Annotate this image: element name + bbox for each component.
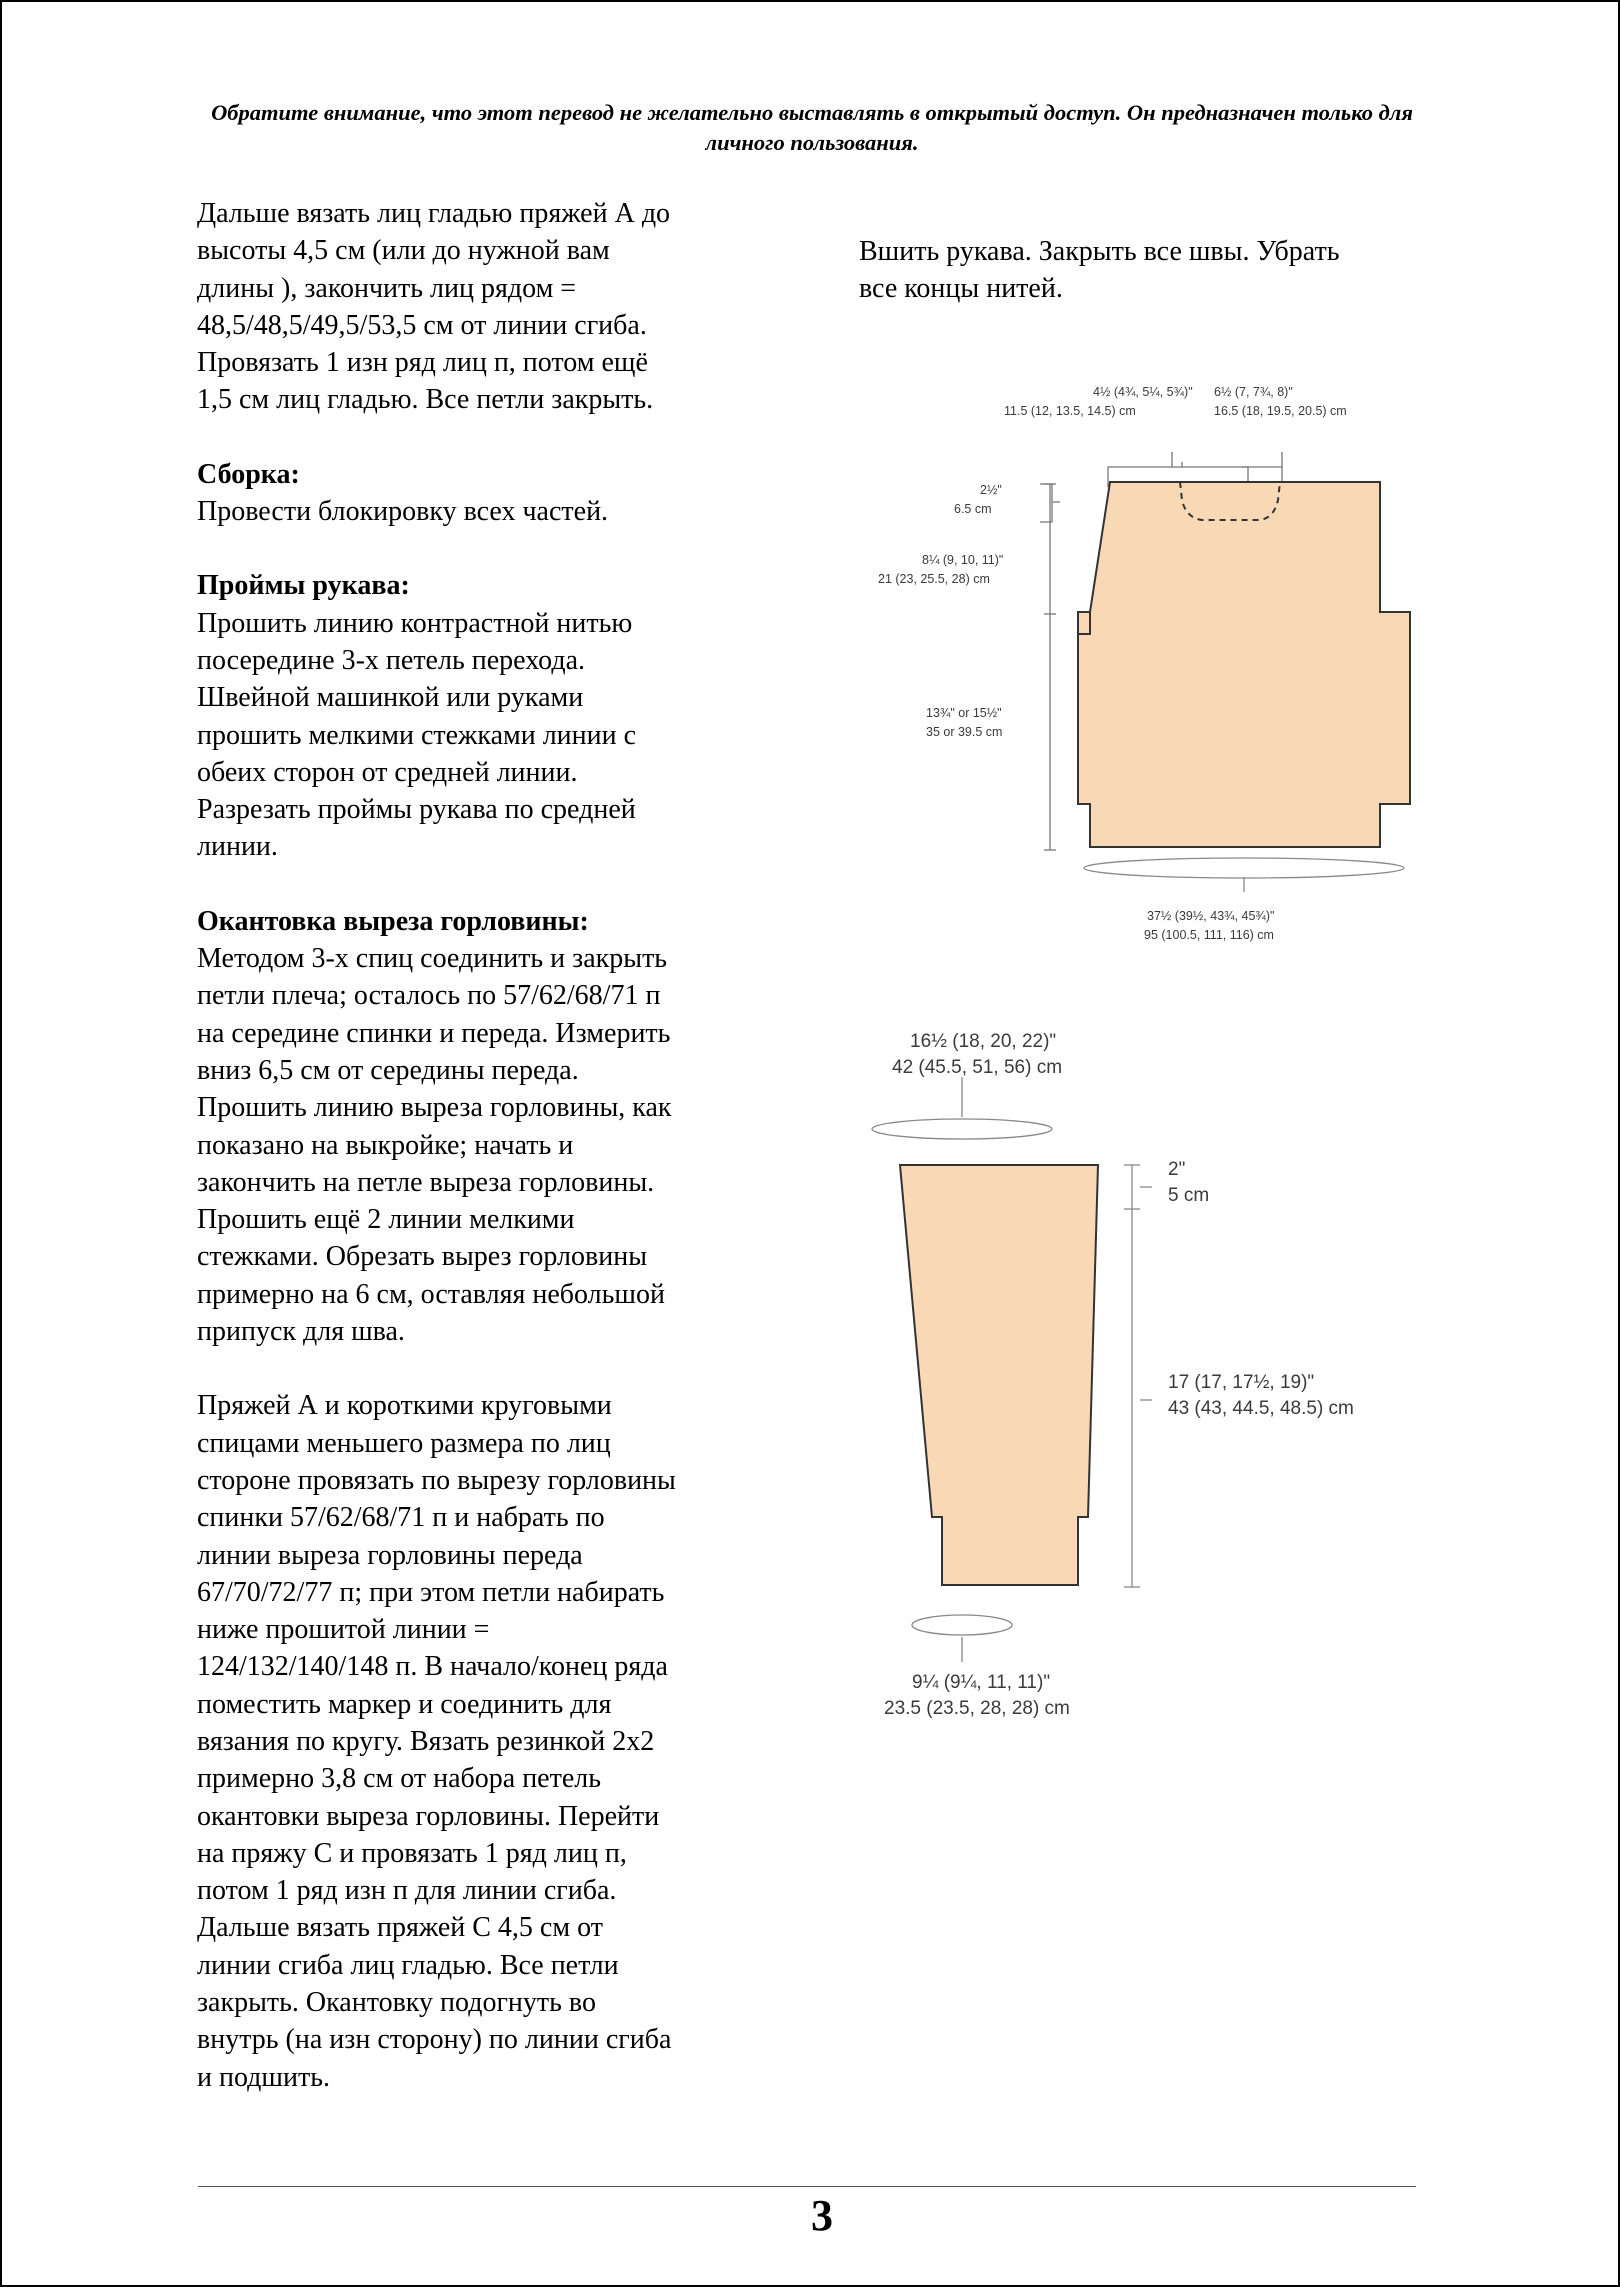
text-line: высоты 4,5 см (или до нужной вам <box>197 235 610 267</box>
text-line: Разрезать проймы рукава по средней <box>197 794 636 826</box>
text-line: примерно на 6 см, оставляя небольшой <box>197 1278 665 1310</box>
assembly-text: Провести блокировку всех частей. <box>197 496 609 528</box>
top-left-in-label: 4½ (4¾, 5¼, 5¾)" <box>1093 385 1193 399</box>
text-line: окантовки выреза горловины. Перейти <box>197 1800 660 1832</box>
text-line: линии сгиба лиц гладью. Все петли <box>197 1949 619 1981</box>
text-line: и подшить. <box>197 2061 330 2093</box>
text-line: Прошить линию контрастной нитью <box>197 607 633 639</box>
text-line: спинки 57/62/68/71 п и набрать по <box>197 1502 605 1534</box>
text-line: обеих сторон от средней линии. <box>197 756 578 788</box>
armhole-cm-label: 21 (23, 25.5, 28) cm <box>878 572 990 586</box>
chest-circumference-ellipse <box>1084 858 1404 878</box>
text-line: поместить маркер и соединить для <box>197 1688 612 1720</box>
length-in-label: 13¾" or 15½" <box>926 706 1002 720</box>
sleeve-top-in-label: 16½ (18, 20, 22)" <box>910 1031 1057 1052</box>
right-column-text <box>859 233 1439 308</box>
text-line: ниже прошитой линии = <box>197 1614 490 1646</box>
text-line: все концы нитей. <box>859 273 1063 305</box>
text-line: 1,5 см лиц гладью. Все петли закрыть. <box>197 384 654 416</box>
text-line: стороне провязать по вырезу горловины <box>197 1464 676 1496</box>
sleeve-top-ellipse <box>872 1119 1052 1139</box>
armhole-paragraph <box>197 605 777 866</box>
text-line: вниз 6,5 см от середины переда. <box>197 1054 579 1086</box>
top-left-cm-label: 11.5 (12, 13.5, 14.5) cm <box>1004 404 1136 418</box>
armhole-in-label: 8¼ (9, 10, 11)" <box>922 553 1004 567</box>
text-line: Швейной машинкой или руками <box>197 682 584 714</box>
text-line: Дальше вязать лиц гладью пряжей А до <box>197 198 671 229</box>
text-line: Провязать 1 изн ряд лиц п, потом ещё <box>197 347 648 379</box>
text-line: петли плеча; осталось по 57/62/68/71 п <box>197 980 661 1012</box>
sleeve-cap-cm-label: 5 cm <box>1168 1185 1210 1206</box>
sleeve-cuff-ellipse <box>912 1615 1012 1635</box>
text-line: внутрь (на изн сторону) по линии сгиба <box>197 2024 672 2056</box>
length-cm-label: 35 or 39.5 cm <box>926 725 1003 739</box>
text-line: примерно 3,8 см от набора петель <box>197 1763 602 1795</box>
text-line: закончить на петле выреза горловины. <box>197 1166 655 1198</box>
text-line: вязания по кругу. Вязать резинкой 2х2 <box>197 1725 655 1757</box>
sleeve-cap-in-label: 2" <box>1168 1159 1186 1180</box>
top-right-in-label: 6½ (7, 7¾, 8)" <box>1214 385 1293 399</box>
sleeve-cuff-in-label: 9¼ (9¼, 11, 11)" <box>912 1672 1051 1693</box>
text-line: длины ), закончить лиц рядом = <box>197 272 577 304</box>
body-schematic <box>862 372 1422 967</box>
text-line: Методом 3-х спиц соединить и закрыть <box>197 943 668 975</box>
sleeve-top-cm-label: 42 (45.5, 51, 56) cm <box>892 1057 1063 1078</box>
top-right-cm-label: 16.5 (18, 19.5, 20.5) cm <box>1214 404 1347 418</box>
sleeve-cuff-cm-label: 23.5 (23.5, 28, 28) cm <box>884 1698 1070 1719</box>
footer-divider <box>198 2186 1416 2187</box>
text-line: Вшить рукава. Закрыть все швы. Убрать <box>859 236 1340 267</box>
text-line: посередине 3-х петель перехода. <box>197 644 585 676</box>
text-line: припуск для шва. <box>197 1316 405 1348</box>
text-line: прошить мелкими стежками линии с <box>197 719 637 751</box>
armhole-heading: Проймы рукава: <box>197 570 410 602</box>
text-line: стежками. Обрезать вырез горловины <box>197 1241 648 1273</box>
text-line: Прошить линию выреза горловины, как <box>197 1092 672 1124</box>
text-line: 124/132/140/148 п. В начало/конец ряда <box>197 1651 668 1683</box>
text-line: спицами меньшего размера по лиц <box>197 1427 611 1459</box>
text-line: 67/70/72/77 п; при этом петли набирать <box>197 1576 665 1608</box>
sleeve-panel <box>900 1165 1098 1585</box>
page-number: 3 <box>811 2191 833 2240</box>
neck-heading: Окантовка выреза горловины: <box>197 905 589 937</box>
text-line: Пряжей А и короткими круговыми <box>197 1390 612 1422</box>
sleeve-schematic <box>862 1017 1422 1742</box>
assembly-heading: Сборка: <box>197 458 300 490</box>
chest-cm-label: 95 (100.5, 111, 116) cm <box>1144 928 1274 942</box>
final-paragraph <box>197 1387 777 2096</box>
text-line: Прошить ещё 2 линии мелкими <box>197 1204 575 1236</box>
text-line: линии выреза горловины переда <box>197 1539 583 1571</box>
text-line: потом 1 ряд изн п для линии сгиба. <box>197 1875 617 1907</box>
sleeve-length-cm-label: 43 (43, 44.5, 48.5) cm <box>1168 1398 1354 1419</box>
text-line: на пряжу С и провязать 1 ряд лиц п, <box>197 1837 627 1869</box>
paragraph-finish <box>197 195 777 419</box>
chest-in-label: 37½ (39½, 43¾, 45¾)" <box>1147 909 1275 923</box>
text-line: линии. <box>197 831 278 863</box>
privacy-notice: Обратите внимание, что этот перевод не желательно выставлять в открытый доступ. Он предназначен только для личного пользования. <box>211 100 1413 155</box>
sleeve-length-in-label: 17 (17, 17½, 19)" <box>1168 1372 1315 1393</box>
neck-in-label: 2½" <box>980 483 1002 497</box>
text-line: 48,5/48,5/49,5/53,5 см от линии сгиба. <box>197 309 647 341</box>
text-line: на середине спинки и переда. Измерить <box>197 1017 671 1049</box>
neck-paragraph <box>197 940 777 1350</box>
neck-cm-label: 6.5 cm <box>954 502 992 516</box>
text-line: Дальше вязать пряжей С 4,5 см от <box>197 1912 603 1944</box>
text-line: закрыть. Окантовку подогнуть во <box>197 1987 596 2019</box>
body-panel-outline <box>1078 482 1410 847</box>
left-column <box>197 195 777 2096</box>
text-line: показано на выкройке; начать и <box>197 1129 574 1161</box>
